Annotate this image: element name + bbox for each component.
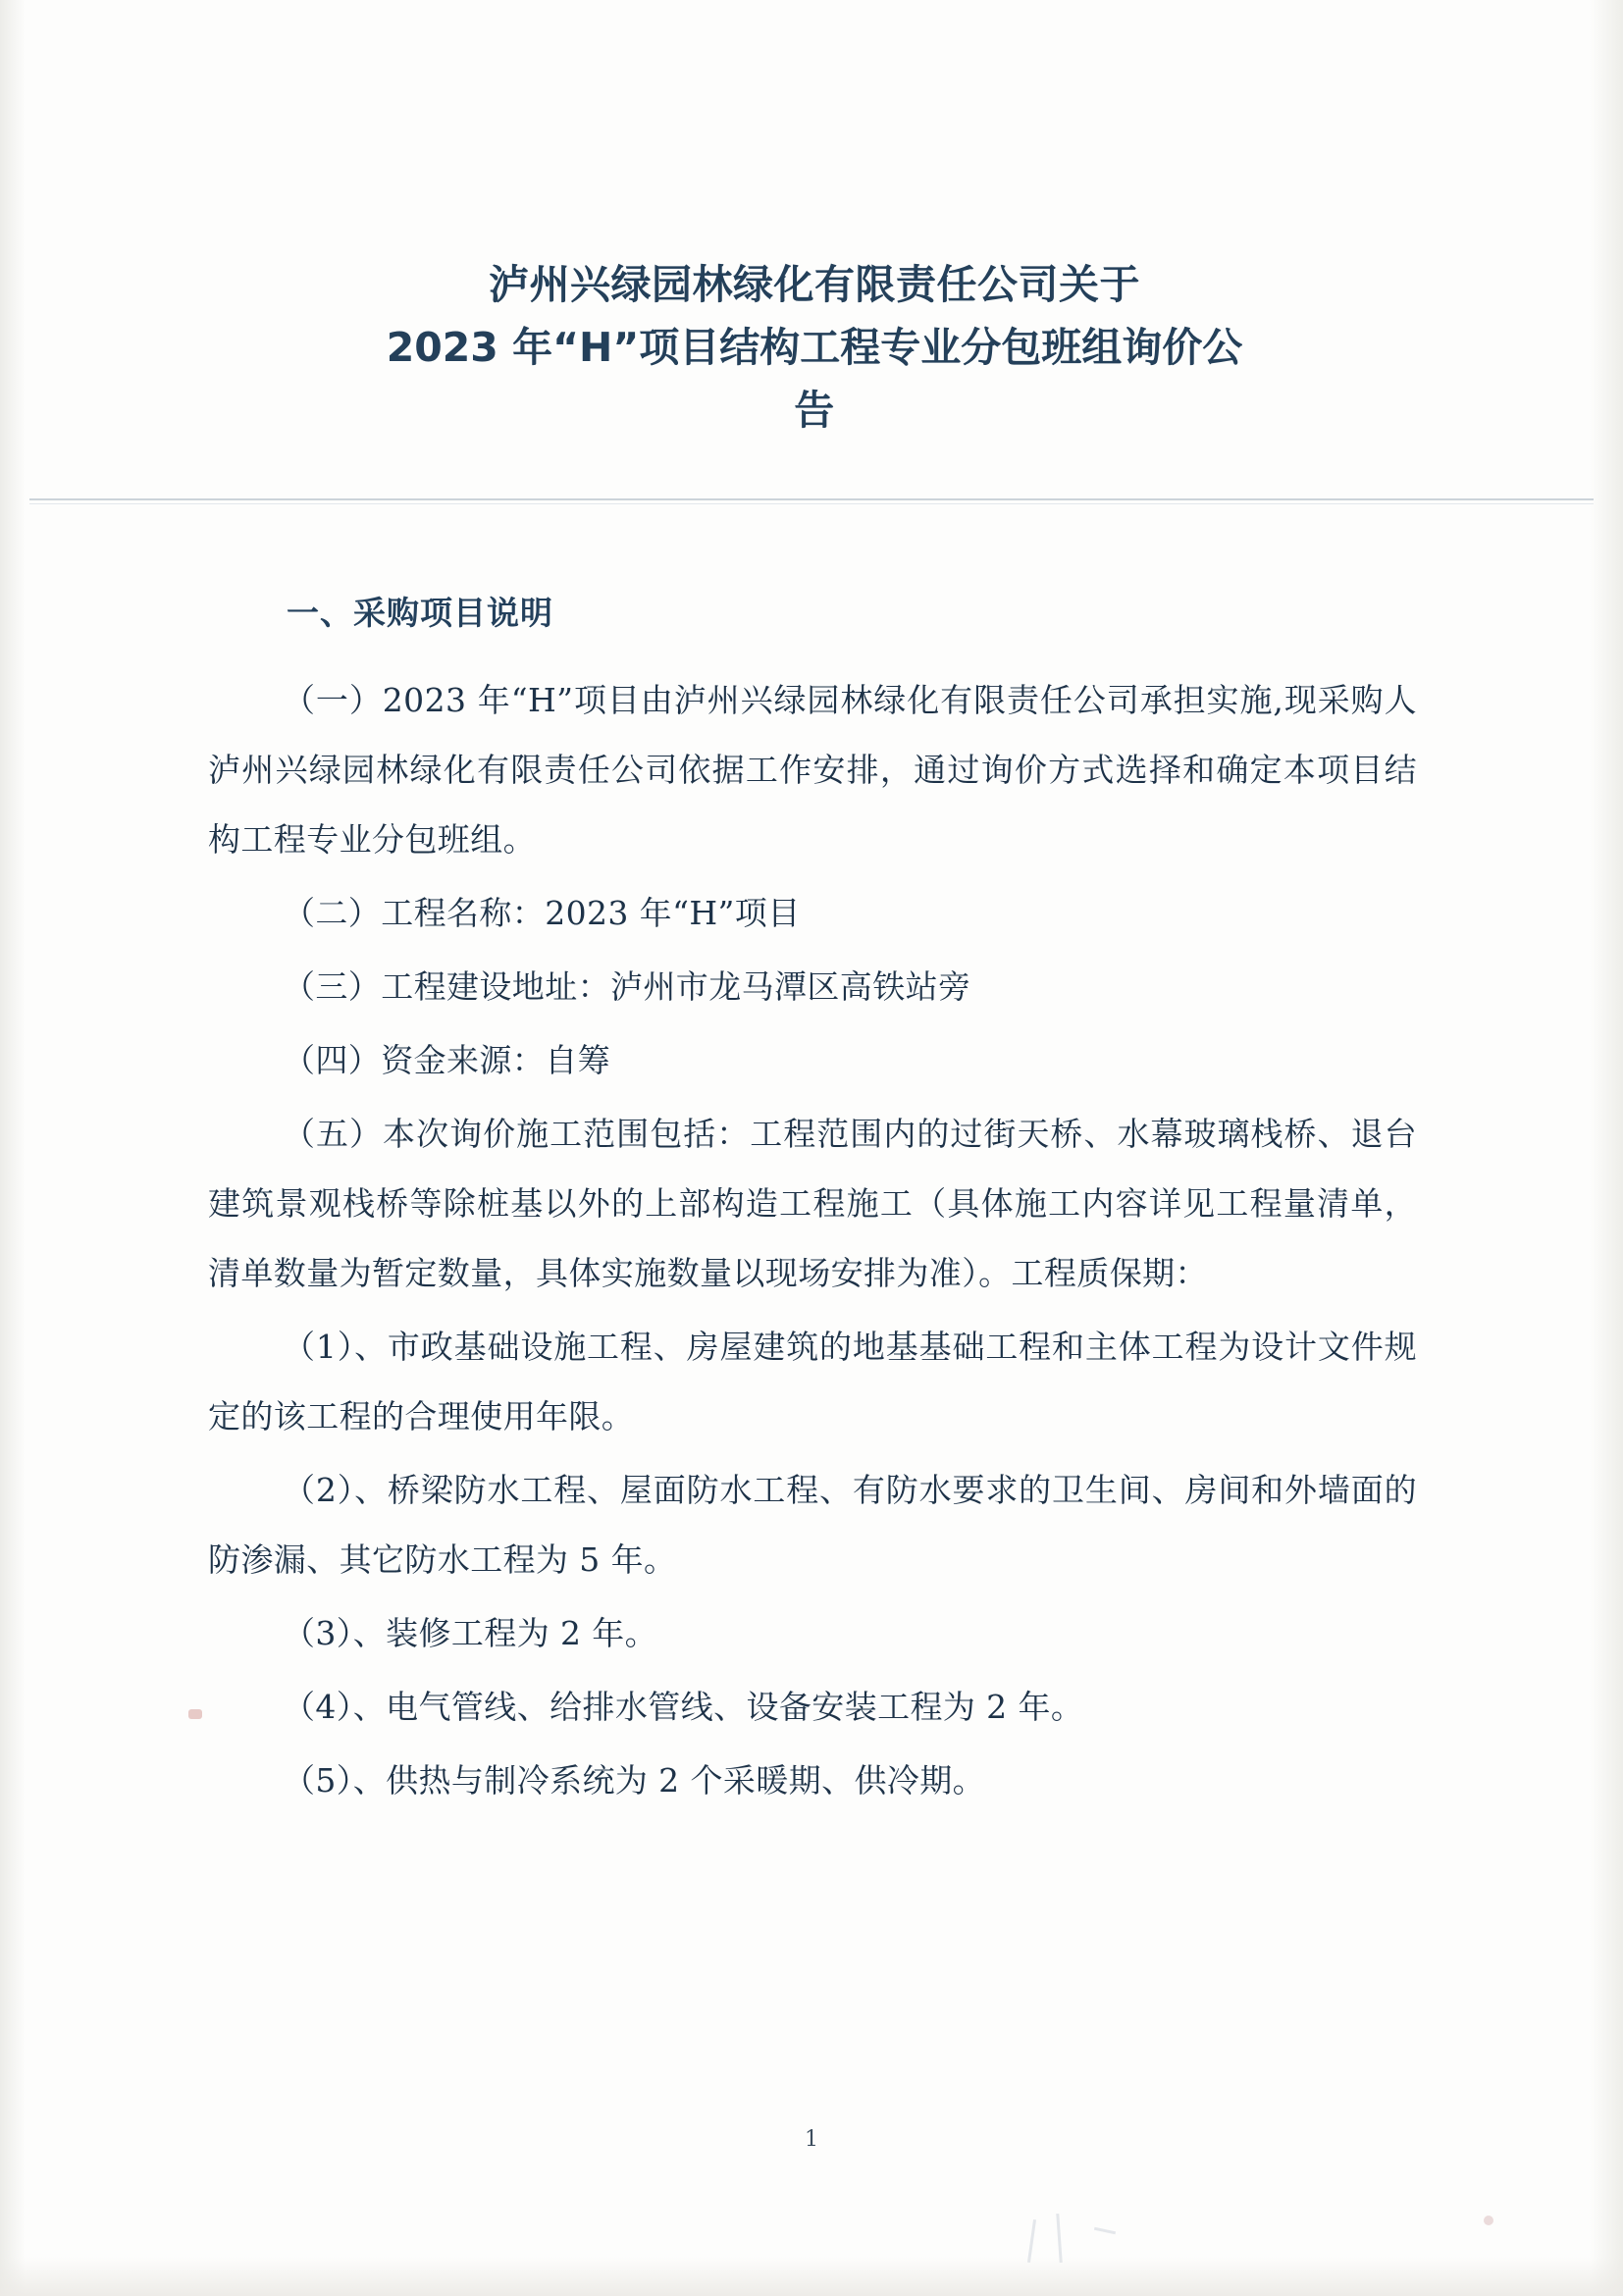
- paragraph-5: （五）本次询价施工范围包括：工程范围内的过街天桥、水幕玻璃栈桥、退台建筑景观栈桥等除桩基以外的上部构造工程施工（具体施工内容详见工程量清单，清单数量为暂定数量，具体实施数量以现场安排为准）。工程质保期：: [208, 1115, 1417, 1292]
- scan-smudge-3: [1094, 2227, 1116, 2235]
- scan-smudge-4: [1484, 2216, 1493, 2225]
- paragraph-10: （5）、供热与制冷系统为 2 个采暖期、供冷期。: [283, 1761, 986, 1800]
- document-title-line-3: 告: [794, 387, 835, 434]
- document-title-line-2: 2023 年“H”项目结构工程专业分包班组询价公: [386, 324, 1243, 371]
- paragraph-8: （3）、装修工程为 2 年。: [283, 1614, 658, 1652]
- scan-smudge-2: [1056, 2214, 1062, 2263]
- document-title-line-1: 泸州兴绿园林绿化有限责任公司关于: [489, 261, 1140, 308]
- paragraph-1: （一）2023 年“H”项目由泸州兴绿园林绿化有限责任公司承担实施,现采购人泸州兴绿园林绿化有限责任公司依据工作安排，通过询价方式选择和确定本项目结构工程专业分包班组。: [208, 681, 1417, 859]
- document-body: [208, 583, 1417, 1819]
- section-heading-procurement: 一、采购项目说明: [287, 594, 553, 632]
- scan-smudge-1: [1027, 2219, 1036, 2263]
- page-number: 1: [805, 2127, 818, 2152]
- paragraph-9: （4）、电气管线、给排水管线、设备安装工程为 2 年。: [283, 1688, 1084, 1726]
- header-divider-secondary: [29, 503, 1594, 504]
- paragraph-7: （2）、桥梁防水工程、屋面防水工程、有防水要求的卫生间、房间和外墙面的防渗漏、其它防水工程为 5 年。: [208, 1471, 1417, 1579]
- scan-red-mark: [188, 1709, 202, 1719]
- paragraph-2: （二）工程名称：2023 年“H”项目: [283, 894, 801, 932]
- paragraph-3: （三）工程建设地址：泸州市龙马潭区高铁站旁: [283, 967, 971, 1006]
- document-title: [211, 253, 1418, 442]
- header-divider: [29, 498, 1594, 500]
- paragraph-6: （1）、市政基础设施工程、房屋建筑的地基基础工程和主体工程为设计文件规定的该工程的合理使用年限。: [208, 1328, 1417, 1435]
- paragraph-4: （四）资金来源：自筹: [283, 1041, 610, 1079]
